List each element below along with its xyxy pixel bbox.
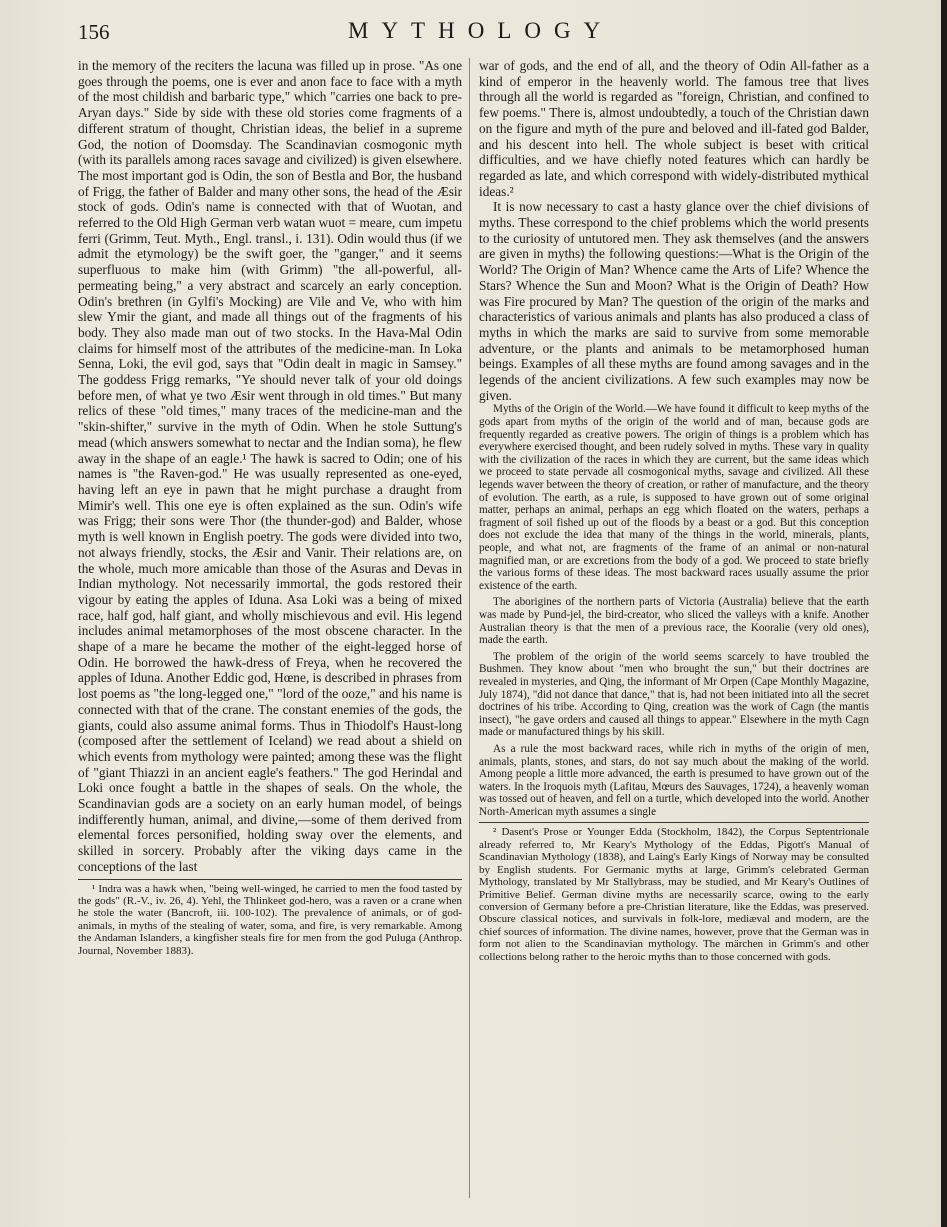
section-origin-of-world: Myths of the Origin of the World.—We have found it difficult to keep myths of the gods apart from myths of the origin of the world and of man, because gods are frequently regarded as creative powers. The origin of things is a problem which has everywhere exercised thought, and been rudely solved in myths. These vary in quality with the civilization of the races in which they are current, but the same ideas which we proceed to state pervade all cosmogonical myths, savage and civilized. All these legends waver between the theory of creation, or rather of manufacture, and the theory of evolution. The earth, as a rule, is supposed to have grown out of some original matter, perhaps an animal, perhaps an egg which floated on the waters, perhaps a fragment of soil fished up out of the floods by a beast or a god. But this conception does not exclude the idea that many of the things in the world, minerals, plants, people, and what not, are fragments of the frame of an animal or non-natural magnified man, or are excretions from the body of a god. We proceed to state briefly the various forms of these ideas. The most backward races usually assume the prior existence of the earth. <box>479 403 869 592</box>
footnote-2: ² Dasent's Prose or Younger Edda (Stockholm, 1842), the Corpus Septentrionale already referred to, Mr Keary's Mythology of the Eddas, Pigott's Manual of Scandinavian Mythology (1838), and Laing's Early Kings of Norway may be consulted by English students. For Germanic myths at large, Grimm's celebrated German Mythology, translated by Mr Stallybrass, may be studied, and Mr Keary's Outlines of Primitive Belief. German divine myths are necessarily scarce, owing to the early conversion of Germany before a pre-Christian literature, like the Eddas, was preserved. Obscure classical notices, and survivals in folk-lore, mediæval and modern, are the chief sources of information. The divine names, however, prove that the German was in form not alien to the Scandinavian mythology. The märchen in Grimm's and other collections belong rather to the heroic myths than to those concerned with gods. <box>479 826 869 963</box>
scan-edge <box>941 0 947 1227</box>
right-paragraph-1: war of gods, and the end of all, and the theory of Odin All-father as a kind of emperor in the heavenly world. The famous tree that lives through all the world is regarded as "foreign, Christian, and confined to few poems." There is, almost undoubtedly, a touch of the Christian dawn on the figure and myth of the pure and beloved and ill-fated god Balder, and his descent into hell. The whole subject is beset with critical difficulties, and we have chiefly noted features which can hardly be regarded as late, and which correspond with widely-distributed mythical ideas.² <box>479 58 869 199</box>
footnote-1: ¹ Indra was a hawk when, "being well-winged, he carried to men the food tasted by the gods" (R.-V., iv. 26, 4). Yehl, the Thlinkeet god-hero, was a raven or a crane when he stole the water (Bancroft, iii. 100-102). The prevalence of animals, or of god-animals, in myths of the stealing of water, soma, and fire, is very remarkable. Among the Andaman Islanders, a kingfisher steals fire for men from the god Puluga (Anthrop. Journal, November 1883). <box>78 882 462 957</box>
page-number: 156 <box>78 20 110 44</box>
page-header <box>78 18 907 52</box>
right-column <box>479 58 869 963</box>
footnote-divider <box>479 822 869 823</box>
right-paragraph-2: It is now necessary to cast a hasty glance over the chief divisions of myths. These correspond to the chief problems which the world presents to the curiosity of untutored men. They ask themselves (and the answers are given in myths) the following questions:—What is the Origin of the World? The Origin of Man? Whence came the Arts of Life? Whence the Stars? Whence the Sun and Moon? What is the Origin of Death? How was Fire procured by Man? The question of the origin of the marks and characteristics of various animals and plants has also produced a class of myths in which the marks are said to survive from some memorable adventure, or the plants and animals to be metamorphosed human beings. Examples of all these myths are found among savages and in the legends of the ancient civilizations. A few such examples may now be given. <box>479 199 869 403</box>
column-divider <box>469 58 470 1198</box>
backward-races-paragraph: As a rule the most backward races, while rich in myths of the origin of men, animals, plants, stones, and stars, do not say much about the making of the world. Among people a little more advanced, the earth is presumed to have grown out of the waters. In the Iroquois myth (Lafitau, Mœurs des Sauvages, 1724), a heavenly woman was tossed out of heaven, and fell on a turtle, which developed into the world. Another North-American myth assumes a single <box>479 742 869 818</box>
victoria-paragraph: The aborigines of the northern parts of Victoria (Australia) believe that the earth was made by Pund-jel, the bird-creator, who sliced the valleys with a knife. Another Australian theory is that the men of a previous race, the Kooralie (very old ones), made the earth. <box>479 596 869 647</box>
left-column <box>78 58 462 957</box>
footnote-divider <box>78 879 462 880</box>
running-title: MYTHOLOGY <box>348 18 614 43</box>
left-body-text: in the memory of the reciters the lacuna was filled up in prose. "As one goes through the poems, one is ever and anon face to face with a myth of the most childish and barbaric type," which "carries one back to pre-Aryan days." Side by side with these old stories come fragments of a different stratum of thought, Christian ideas, the belief in a supreme God, the notion of Doomsday. The Scandinavian cosmogonic myth (with its parallels among races savage and civilized) is given elsewhere. The most important god is Odin, the son of Bestla and Bor, the husband of Frigg, the father of Balder and many other sons, the head of the Æsir stock of gods. Odin's name is connected with that of Wuotan, and referred to the Old High German verb watan wuot = meare, cum impetu ferri (Grimm, Teut. Myth., Engl. transl., i. 131). Odin would thus (if we admit the etymology) be the swift goer, the "ganger," and it seems superfluous to make him (with Grimm) "the all-powerful, all-permeating being," a very abstract and scarcely an early conception. Odin's brethren (in Gylfi's Mocking) are Vile and Ve, who with him slew Ymir the giant, and made all things out of the fragments of his body. They also made man out of two stocks. In the Hava-Mal Odin claims for himself most of the attributes of the medicine-man. In Loka Senna, Loki, the evil god, says that "Odin dealt in magic in Samsey." The goddess Frigg remarks, "Ye should never talk of your old doings before men, of what ye two Æsir went through in old times." But many relics of these "old times," many traces of the medicine-man and the "skin-shifter," survive in the myth of Odin. When he stole Suttung's mead (which answers somewhat to nectar and the Indian soma), he flew away in the shape of an eagle.¹ The hawk is sacred to Odin; one of his names is "the Raven-god." He was usually represented as one-eyed, having left an eye in pawn that he might purchase a draught from Mimir's well. This one eye is often explained as the sun. Odin's wife was Frigg; their sons were Thor (the thunder-god) and Balder, whose myth is well known in English poetry. The gods were divided into two, not always friendly, stocks, the Æsir and Vanir. Their relations are, on the whole, much more amicable than those of the Asuras and Devas in Indian mythology. Not necessarily immortal, the gods restored their vigour by eating the apples of Iduna. Asa Loki was a being of mixed race, half god, half giant, and wholly mischievous and evil. His legend includes animal metamorphoses of the most obscene character. In the shape of a mare he became the mother of the eight-legged horse of Odin. He borrowed the hawk-dress of Freya, when he recovered the apples of Iduna. Another Eddic god, Hœne, is described in phrases from lost poems as "the long-legged one," "lord of the ooze," and his name is connected with that of the crane. The constant enemies of the gods, the giants, could also assume animal forms. Thus in Thiodolf's Haust-long (composed after the settlement of Iceland) we read about a shield on which events from mythology were painted; among these was the flight of "giant Thiazzi in an ancient eagle's feathers." The god Herindal and Loki once fought a battle in the shapes of seals. On the whole, the Scandinavian gods are a society on an early human model, of beings indifferently human, animal, and divine,—some of them derived from elemental forces personified, holding sway over the elements, and skilled in sorcery. Probably after the viking days came in the conceptions of the last <box>78 58 462 874</box>
bushmen-paragraph: The problem of the origin of the world seems scarcely to have troubled the Bushmen. They know about "men who brought the sun," but their doctrines are revealed in mysteries, and Qing, the informant of Mr Orpen (Cape Monthly Magazine, July 1874), "did not dance that dance," that is, had not been initiated into all the secret doctrines of his tribe. According to Qing, creation was the work of Cagn (the mantis insect), "he gave orders and caused all things to appear." Elsewhere in the myth Cagn made or manufactured things by his skill. <box>479 650 869 739</box>
